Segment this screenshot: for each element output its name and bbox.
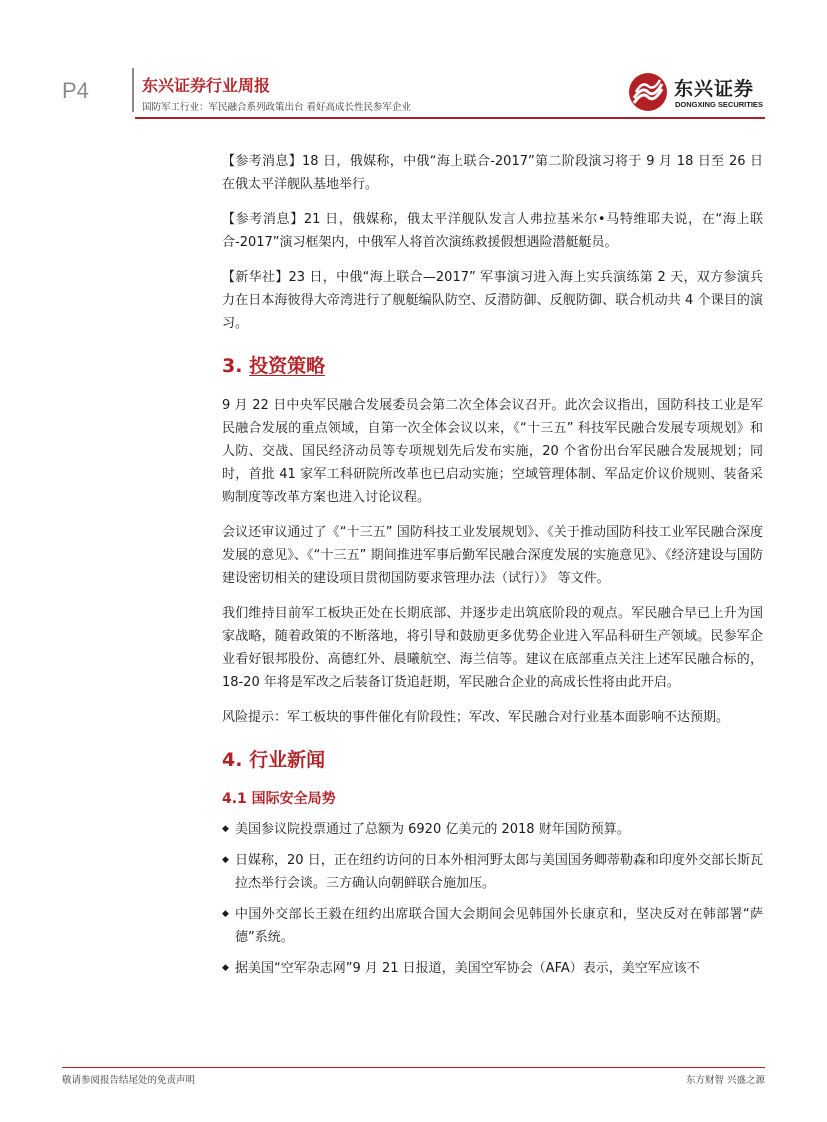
report-body (222, 150, 763, 988)
bullet-text: 美国参议院投票通过了总额为 6920 亿美元的 2018 财年国防预算。 (235, 822, 630, 837)
diamond-bullet-icon: ◆ (222, 963, 229, 973)
section-4-heading (222, 745, 763, 772)
section-3-number: 3. (222, 355, 243, 377)
logo-mark-icon (628, 72, 668, 112)
header-divider (132, 68, 134, 112)
logo-text-en: DONGXING SECURITIES (675, 100, 763, 109)
diamond-bullet-icon: ◆ (222, 909, 229, 919)
bullet-text: 中国外交部长王毅在纽约出席联合国大会期间会见韩国外长康京和，坚决反对在韩部署“萨德”系统。 (235, 907, 763, 945)
section-4-title: 行业新闻 (249, 749, 326, 771)
report-subtitle: 国防军工行业：军民融合系列政策出台 看好高成长性民参军企业 (142, 102, 412, 113)
subsection-4-1-heading: 4.1 国际安全局势 (222, 791, 336, 807)
bullet-text: 据美国“空军杂志网”9 月 21 日报道，美国空军协会（AFA）表示，美空军应该不 (235, 961, 700, 976)
logo-text-cn: 东兴证券 (674, 78, 755, 100)
section-3-title: 投资策略 (249, 355, 326, 377)
news-bullet (222, 903, 763, 949)
strategy-paragraph: 9 月 22 日中央军民融合发展委员会第二次全体会议召开。此次会议指出，国防科技工业是军民融合发展的重点领域，自第一次全体会议以来，《“十三五” 科技军民融合发展专项规划》和人防、交战、国民经济动员等专项规划先后发布实施，20 个省份出台军民融合发展规划；同时，首批 41 家军工科研院所改革也已启动实施；空域管理体制、军品定价议价规则、装备采购制度等改革方案也进入讨论议程。 (222, 398, 763, 505)
company-logo (628, 72, 768, 114)
footer-disclaimer: 敬请参阅报告结尾处的免责声明 (62, 1075, 196, 1086)
section-3-heading (222, 351, 763, 378)
news-bullet (222, 818, 763, 841)
page-number: P4 (62, 78, 89, 103)
strategy-paragraph: 会议还审议通过了《“十三五” 国防科技工业发展规划》、《关于推动国防科技工业军民融合深度发展的意见》、《“十三五” 期间推进军事后勤军民融合深度发展的实施意见》、《经济建设与国防建设密切相关的建设项目贯彻国防要求管理办法（试行）》 等文件。 (222, 525, 763, 586)
news-paragraph: 【参考消息】18 日，俄媒称，中俄“海上联合-2017”第二阶段演习将于 9 月 18 日至 26 日在俄太平洋舰队基地举行。 (222, 154, 763, 192)
news-bullet (222, 849, 763, 895)
diamond-bullet-icon: ◆ (222, 855, 229, 865)
strategy-paragraph: 我们维持目前军工板块正处在长期底部、并逐步走出筑底阶段的观点。军民融合早已上升为国家战略，随着政策的不断落地，将引导和鼓励更多优势企业进入军品科研生产领域。民参军企业看好银邦股份、高德红外、晨曦航空、海兰信等。建议在底部重点关注上述军民融合标的，18-20 年将是军改之后装备订货追赶期，军民融合企业的高成长性将由此开启。 (222, 606, 763, 690)
footer-slogan: 东方财智 兴盛之源 (685, 1075, 765, 1086)
footer-rule (62, 1067, 765, 1068)
diamond-bullet-icon: ◆ (222, 824, 229, 834)
news-bullet (222, 957, 763, 980)
risk-paragraph: 风险提示：军工板块的事件催化有阶段性；军改、军民融合对行业基本面影响不达预期。 (222, 710, 730, 725)
section-4-number: 4. (222, 749, 243, 771)
report-title: 东兴证券行业周报 (142, 76, 271, 95)
header-rule (135, 117, 765, 119)
news-paragraph: 【新华社】23 日，中俄“海上联合—2017” 军事演习进入海上实兵演练第 2 天，双方参演兵力在日本海彼得大帝湾进行了舰艇编队防空、反潜防御、反舰防御、联合机动共 4 个课目的演习。 (222, 270, 763, 331)
bullet-text: 日媒称，20 日，正在纽约访问的日本外相河野太郎与美国国务卿蒂勒森和印度外交部长斯瓦拉杰举行会谈。三方确认向朝鲜联合施加压。 (235, 853, 763, 891)
news-paragraph: 【参考消息】21 日，俄媒称，俄太平洋舰队发言人弗拉基米尔•马特维耶夫说，在“海上联合-2017”演习框架内，中俄军人将首次演练救援假想遇险潜艇艇员。 (222, 212, 763, 250)
